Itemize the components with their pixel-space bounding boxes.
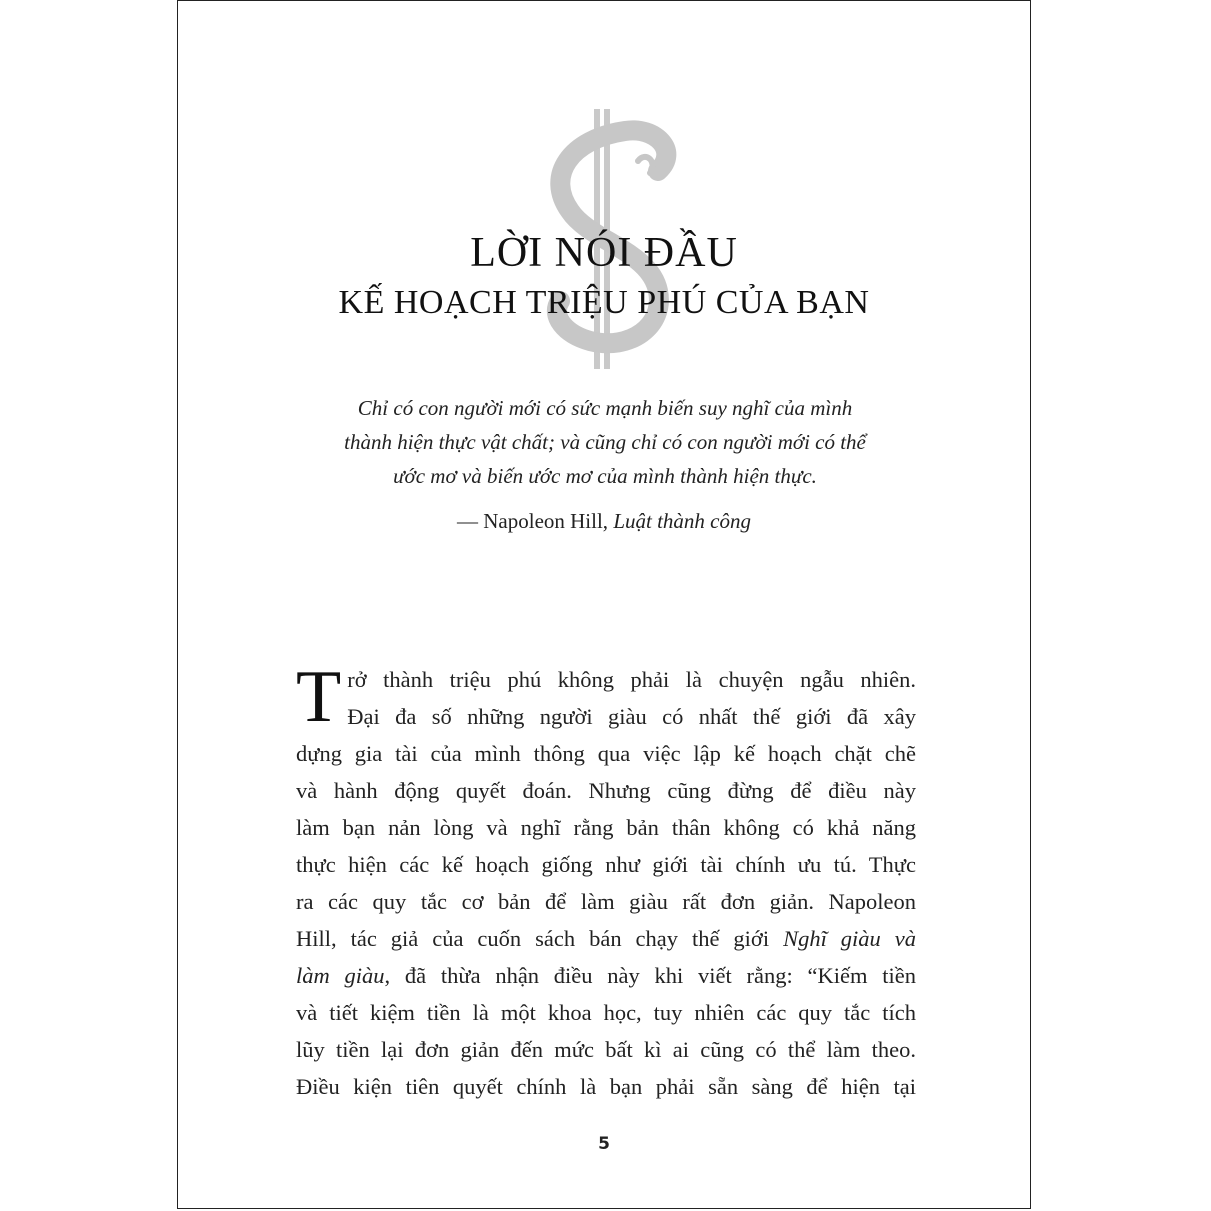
book-title-italic: làm giàu [296, 963, 385, 988]
chapter-subtitle: KẾ HOẠCH TRIỆU PHÚ CỦA BẠN [338, 284, 870, 321]
drop-cap: T [296, 656, 342, 738]
body-line: dựng gia tài của mình thông qua việc lập kế hoạch chặt chẽ [296, 741, 916, 766]
book-title-italic: Nghĩ giàu và [783, 926, 916, 951]
body-line: lũy tiền lại đơn giản đến mức bất kì ai cũng có thể làm theo. [296, 1037, 916, 1062]
body-text [296, 656, 916, 1105]
body-line [296, 920, 916, 957]
epigraph-attribution [178, 509, 1030, 534]
body-line: thực hiện các kế hoạch giống như giới tài chính ưu tú. Thực [296, 852, 916, 877]
body-line: làm bạn nản lòng và nghĩ rằng bản thân không có khả năng [296, 815, 916, 840]
page-number: 5 [598, 1134, 610, 1154]
epigraph-quote [268, 391, 942, 493]
body-text-segment: , đã thừa nhận điều này khi viết rằng: “Kiếm tiền [384, 963, 916, 988]
body-text-segment: Hill, tác giả của cuốn sách bán chạy thế giới [296, 926, 784, 951]
epigraph-line: ước mơ và biến ước mơ của mình thành hiện thực. [393, 464, 817, 488]
body-line: và hành động quyết đoán. Nhưng cũng đừng để điều này [296, 778, 916, 803]
attribution-source: Luật thành công [613, 509, 751, 533]
body-line: Điều kiện tiên quyết chính là bạn phải sẵn sàng để hiện tại [296, 1074, 916, 1099]
epigraph-line: Chỉ có con người mới có sức mạnh biến suy nghĩ của mình [357, 396, 853, 420]
chapter-title: LỜI NÓI ĐẦU [470, 230, 738, 276]
attribution-author: — Napoleon Hill, [457, 509, 614, 533]
body-line [296, 957, 916, 994]
body-line: và tiết kiệm tiền là một khoa học, tuy nhiên các quy tắc tích [296, 1000, 916, 1025]
body-line: ra các quy tắc cơ bản để làm giàu rất đơn giản. Napoleon [296, 889, 916, 914]
epigraph-line: thành hiện thực vật chất; và cũng chỉ có con người mới có thể [344, 430, 866, 454]
body-line: Đại đa số những người giàu có nhất thế giới đã xây [347, 704, 916, 729]
body-line: rở thành triệu phú không phải là chuyện ngẫu nhiên. [347, 667, 916, 692]
book-page [177, 0, 1031, 1209]
